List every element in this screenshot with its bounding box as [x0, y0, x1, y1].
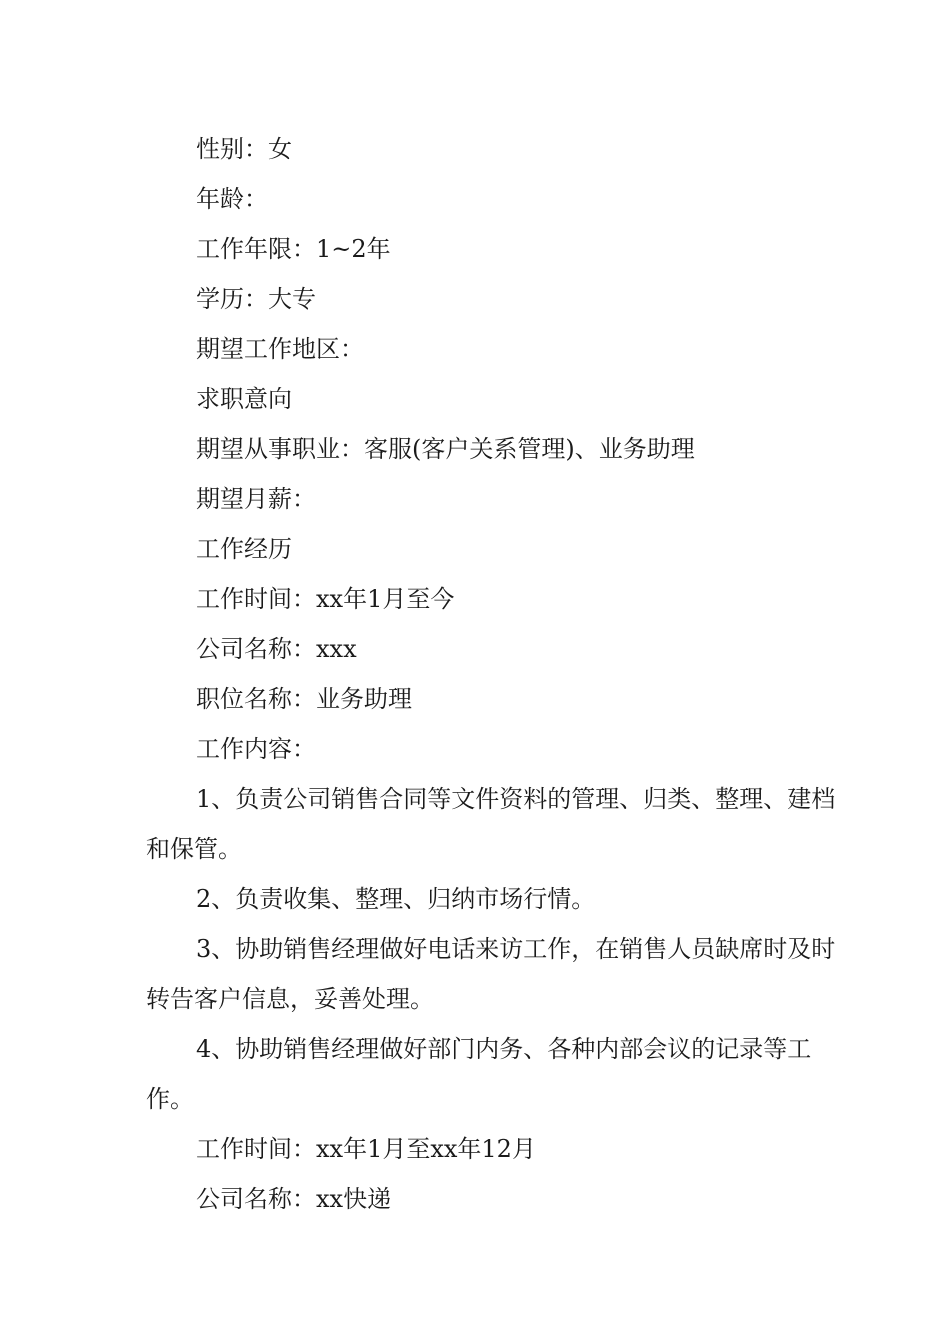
job2-company-line: 公司名称：xx快递	[196, 1185, 392, 1213]
education-line: 学历：大专	[196, 285, 316, 313]
desired-salary-line: 期望月薪：	[196, 485, 316, 513]
work-years-line: 工作年限：1~2年	[196, 235, 391, 263]
work-experience-heading: 工作经历	[196, 535, 292, 563]
desired-occupation-line: 期望从事职业：客服(客户关系管理)、业务助理	[196, 435, 695, 463]
gender-line: 性别：女	[196, 135, 292, 163]
job1-company-line: 公司名称：xxx	[196, 635, 357, 663]
duty-item-3: 3、协助销售经理做好电话来访工作，在销售人员缺席时及时转告客户信息，妥善处理。	[146, 935, 836, 1013]
job-intention-heading: 求职意向	[196, 385, 292, 413]
job1-duties-heading: 工作内容：	[196, 735, 316, 763]
age-line: 年龄：	[196, 185, 268, 213]
duty-item-4: 4、协助销售经理做好部门内务、各种内部会议的记录等工作。	[146, 1035, 812, 1113]
desired-location-line: 期望工作地区：	[196, 335, 364, 363]
job1-time-line: 工作时间：xx年1月至今	[196, 585, 455, 613]
duty-item-2: 2、负责收集、整理、归纳市场行情。	[196, 885, 596, 913]
duty-item-1: 1、负责公司销售合同等文件资料的管理、归类、整理、建档和保管。	[146, 785, 836, 863]
job1-position-line: 职位名称：业务助理	[196, 685, 412, 713]
resume-content	[146, 124, 836, 1224]
job2-time-line: 工作时间：xx年1月至xx年12月	[196, 1135, 536, 1163]
